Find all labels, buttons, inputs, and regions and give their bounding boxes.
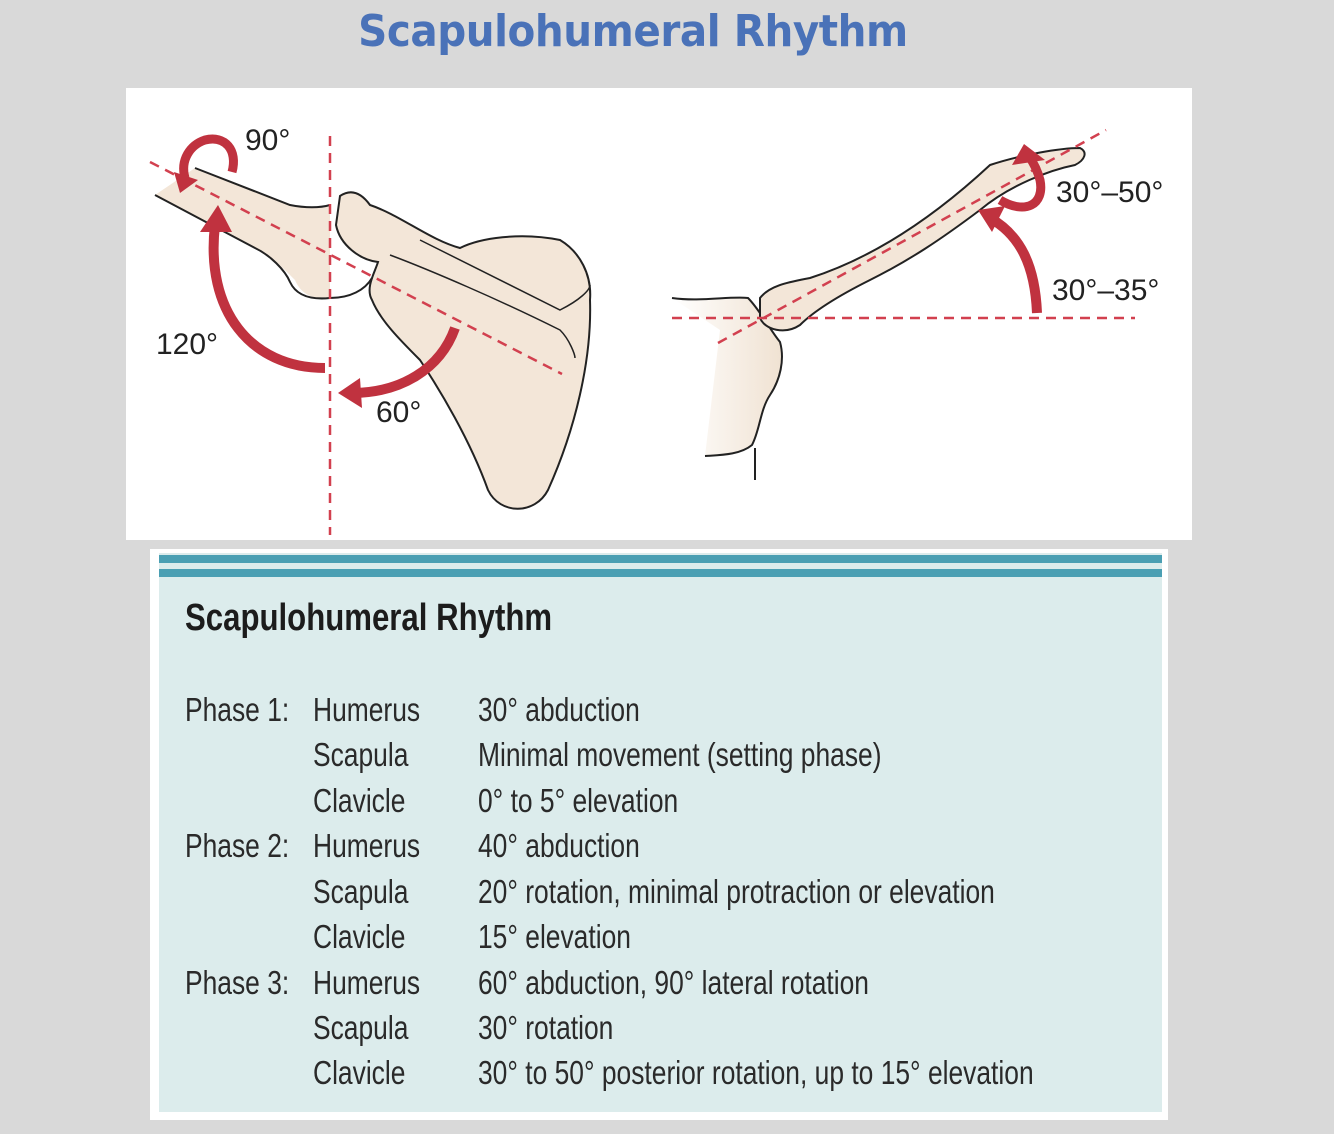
scapula-bone — [336, 192, 590, 508]
movement-description: 20° rotation, minimal protraction or elevation — [478, 873, 995, 910]
movement-description: 15° elevation — [478, 918, 631, 955]
label-90: 90° — [245, 124, 291, 157]
table-row — [159, 826, 1162, 871]
movement-description: 40° abduction — [478, 827, 640, 864]
label-60: 60° — [376, 396, 422, 429]
accent-bar-top — [159, 555, 1162, 563]
label-30-50: 30°–50° — [1056, 176, 1164, 209]
movement-description: 30° rotation — [478, 1009, 614, 1046]
rhythm-table-frame — [150, 549, 1168, 1120]
body-part: Humerus — [313, 964, 421, 1001]
movement-description: 30° abduction — [478, 691, 640, 728]
body-part: Humerus — [313, 827, 421, 864]
table-row — [159, 735, 1162, 780]
body-part: Scapula — [313, 736, 409, 773]
body-part: Humerus — [313, 691, 421, 728]
label-120: 120° — [156, 328, 219, 361]
body-part: Scapula — [313, 873, 409, 910]
rhythm-table — [159, 553, 1162, 1112]
table-title: Scapulohumeral Rhythm — [185, 597, 553, 639]
table-row — [159, 690, 1162, 735]
movement-description: Minimal movement (setting phase) — [478, 736, 882, 773]
body-part: Clavicle — [313, 1054, 406, 1091]
movement-description: 30° to 50° posterior rotation, up to 15° elevation — [478, 1054, 1034, 1091]
movement-description: 60° abduction, 90° lateral rotation — [478, 964, 869, 1001]
movement-description: 0° to 5° elevation — [478, 782, 679, 819]
arrow-30-35 — [990, 218, 1037, 313]
table-row — [159, 1053, 1162, 1098]
table-row — [159, 917, 1162, 962]
table-row — [159, 963, 1162, 1008]
phase-label: Phase 2: — [185, 827, 290, 864]
body-part: Clavicle — [313, 918, 406, 955]
shoulder-diagram — [126, 88, 1192, 540]
phase-label: Phase 3: — [185, 964, 290, 1001]
slide-title: Scapulohumeral Rhythm — [358, 6, 908, 57]
accent-bar-bottom — [159, 569, 1162, 577]
body-part: Clavicle — [313, 782, 406, 819]
diagram-svg — [126, 88, 1192, 540]
table-row — [159, 781, 1162, 826]
clavicle-axis-line — [718, 130, 1106, 343]
table-row — [159, 1008, 1162, 1053]
body-part: Scapula — [313, 1009, 409, 1046]
label-30-35: 30°–35° — [1052, 274, 1160, 307]
phase-label: Phase 1: — [185, 691, 290, 728]
table-row — [159, 872, 1162, 917]
